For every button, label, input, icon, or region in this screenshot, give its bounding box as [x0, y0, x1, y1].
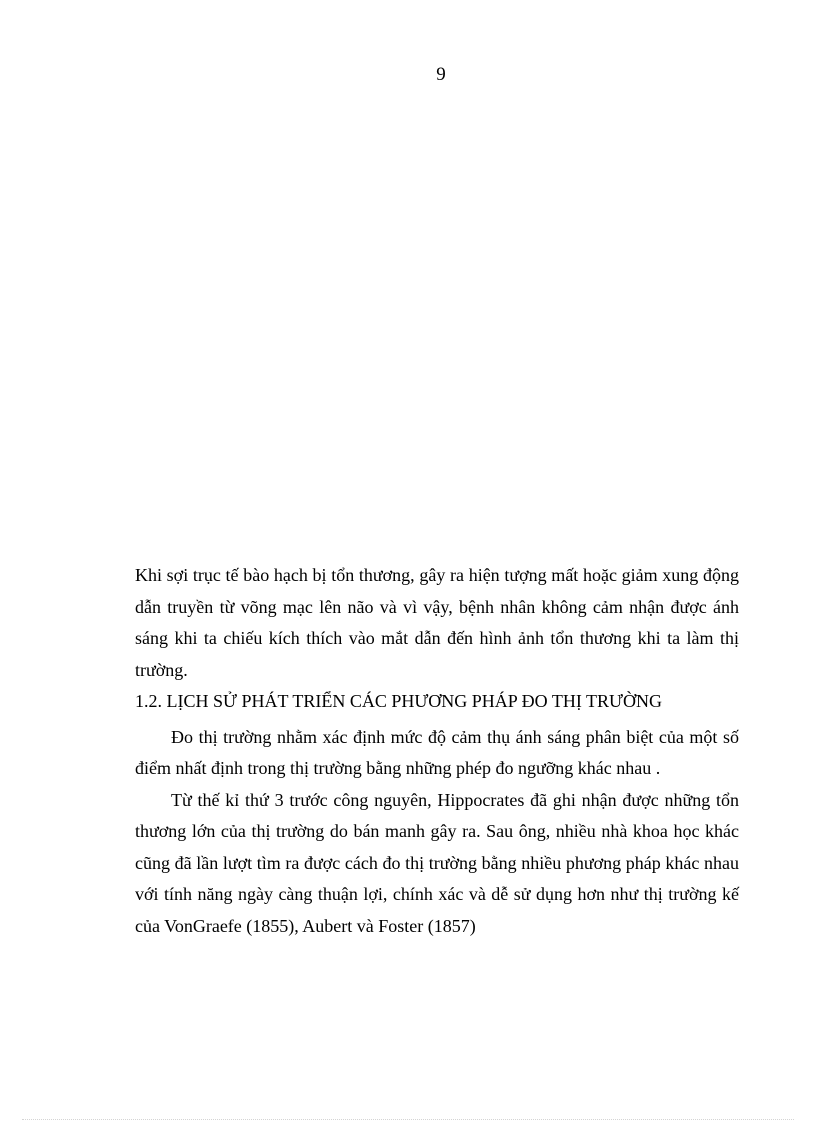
- paragraph-history: Từ thế kỉ thứ 3 trước công nguyên, Hippocrates đã ghi nhận được những tổn thương lớn của thị trường do bán manh gây ra. Sau ông, nhiều nhà khoa học khác cũng đã lần lượt tìm ra được cách đo thị trường bằng nhiều phương pháp khác nhau với tính năng ngày càng thuận lợi, chính xác và dễ sử dụng hơn như thị trường kế của VonGraefe (1855), Aubert và Foster (1857): [135, 789, 739, 936]
- page-bottom-divider: [22, 1119, 794, 1120]
- section-heading: 1.2. LỊCH SỬ PHÁT TRIỂN CÁC PHƯƠNG PHÁP ĐO THỊ TRƯỜNG: [135, 691, 662, 711]
- document-body: [135, 560, 739, 942]
- page-number: 9: [436, 64, 446, 85]
- paragraph-definition: Đo thị trường nhằm xác định mức độ cảm thụ ánh sáng phân biệt của một số điểm nhất định trong thị trường bằng những phép đo ngưỡng khác nhau .: [135, 726, 739, 778]
- paragraph-nerve-damage: Khi sợi trục tế bào hạch bị tổn thương, gây ra hiện tượng mất hoặc giảm xung động dẫn truyền từ võng mạc lên não và vì vậy, bệnh nhân không cảm nhận được ánh sáng khi ta chiếu kích thích vào mắt dẫn đến hình ảnh tổn thương khi ta làm thị trường.: [135, 565, 739, 680]
